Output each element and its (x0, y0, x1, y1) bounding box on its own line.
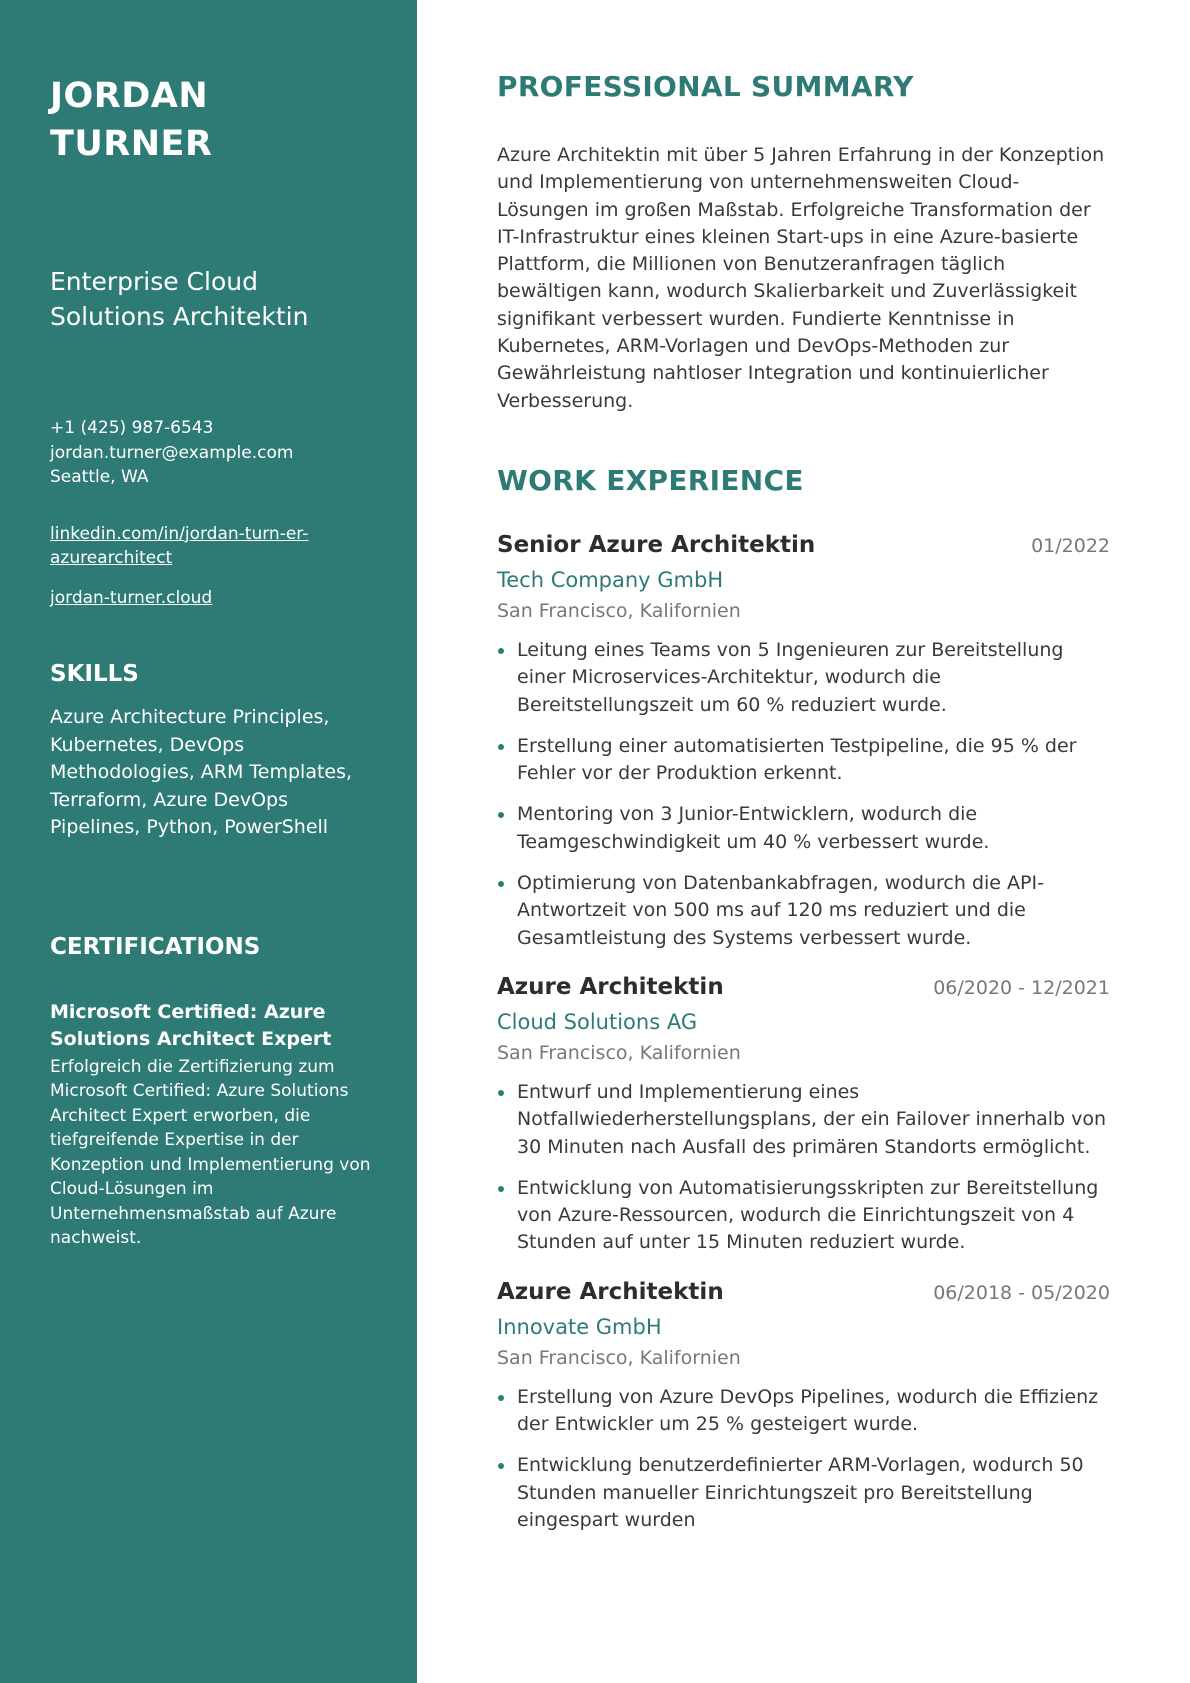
skills-list: Azure Architecture Principles, Kubernetes, DevOps Methodologies, ARM Templates, Terraform, Azure DevOps Pipelines, Python, PowerShell (50, 706, 353, 838)
job-location: San Francisco, Kalifornien (497, 1041, 741, 1064)
job-date: 01/2022 (1031, 534, 1110, 557)
job-header (497, 530, 1110, 561)
candidate-name: JORDAN TURNER (50, 76, 213, 164)
linkedin-link[interactable]: linkedin.com/in/jordan-turn-er-azurearchitect (50, 523, 309, 568)
email-address: jordan.turner@example.com (50, 442, 294, 463)
location: Seattle, WA (50, 467, 149, 487)
certification-description: Erfolgreich die Zertifizierung zum Microsoft Certified: Azure Solutions Architect Expert erworben, die tiefgreifende Expertise in der Konzeption und Implementierung von Cloud-Lösungen im Unternehmensmaßstab auf Azure nachweist. (50, 1056, 371, 1248)
job-date: 06/2020 - 12/2021 (933, 976, 1110, 999)
job-bullets (497, 1384, 1110, 1534)
bullet-item: Entwicklung benutzerdefinierter ARM-Vorlagen, wodurch 50 Stunden manueller Einrichtungszeit pro Bereitstellung eingespart wurden (497, 1452, 1110, 1534)
certification-title: Microsoft Certified: Azure Solutions Architect Expert (50, 1000, 332, 1050)
bullet-item: Optimierung von Datenbankabfragen, wodurch die API-Antwortzeit von 500 ms auf 120 ms reduziert und die Gesamtleistung des Systems verbessert wurde. (497, 870, 1110, 952)
summary-heading: PROFESSIONAL SUMMARY (497, 70, 914, 103)
company-name: Cloud Solutions AG (497, 1009, 698, 1034)
phone-number: +1 (425) 987-6543 (50, 418, 214, 438)
job-entry (497, 1277, 1110, 1534)
work-experience-heading: WORK EXPERIENCE (497, 463, 804, 497)
job-location: San Francisco, Kalifornien (497, 1346, 741, 1369)
contact-block (50, 416, 373, 490)
job-title: Senior Azure Architektin (497, 531, 816, 558)
job-header (497, 1277, 1110, 1308)
job-entry (497, 972, 1110, 1257)
main-content (417, 0, 1190, 1683)
headline: Enterprise Cloud Solutions Architektin (50, 267, 309, 331)
certifications-heading: CERTIFICATIONS (50, 933, 261, 960)
bullet-item: Entwicklung von Automatisierungsskripten zur Bereitstellung von Azure-Ressourcen, wodurch die Einrichtungszeit von 4 Stunden auf unter 15 Minuten reduziert wurde. (497, 1175, 1110, 1257)
skills-heading: SKILLS (50, 661, 139, 687)
summary-text: Azure Architektin mit über 5 Jahren Erfahrung in der Konzeption und Implementierung von unternehmensweiten Cloud-Lösungen im großen Maßstab. Erfolgreiche Transformation der IT-Infrastruktur eines kleinen Start-ups in eine Azure-basierte Plattform, die Millionen von Benutzeranfragen täglich bewältigen kann, wodurch Skalierbarkeit und Zuverlässigkeit signifikant verbessert wurden. Fundierte Kenntnisse in Kubernetes, ARM-Vorlagen und DevOps-Methoden zur Gewährleistung nahtloser Integration und kontinuierlicher Verbesserung. (497, 144, 1105, 412)
links-block (50, 522, 373, 611)
sidebar (0, 0, 417, 1683)
company-name: Tech Company GmbH (497, 567, 724, 592)
bullet-item: Entwurf und Implementierung eines Notfallwiederherstellungsplans, der ein Failover innerhalb von 30 Minuten nach Ausfall des primären Standorts ermöglicht. (497, 1079, 1110, 1161)
job-date: 06/2018 - 05/2020 (933, 1281, 1110, 1304)
job-bullets (497, 1079, 1110, 1257)
job-header (497, 972, 1110, 1003)
job-entry (497, 530, 1110, 952)
job-location: San Francisco, Kalifornien (497, 599, 741, 622)
certification-item (50, 999, 373, 1251)
job-bullets (497, 637, 1110, 952)
website-link[interactable]: jordan-turner.cloud (50, 587, 213, 608)
bullet-item: Mentoring von 3 Junior-Entwicklern, wodurch die Teamgeschwindigkeit um 40 % verbessert wurde. (497, 801, 1110, 856)
job-title: Azure Architektin (497, 1278, 724, 1305)
job-title: Azure Architektin (497, 973, 724, 1000)
company-name: Innovate GmbH (497, 1314, 662, 1339)
bullet-item: Erstellung von Azure DevOps Pipelines, wodurch die Effizienz der Entwickler um 25 % gesteigert wurde. (497, 1384, 1110, 1439)
bullet-item: Erstellung einer automatisierten Testpipeline, die 95 % der Fehler vor der Produktion erkennt. (497, 733, 1110, 788)
bullet-item: Leitung eines Teams von 5 Ingenieuren zur Bereitstellung einer Microservices-Architektur, wodurch die Bereitstellungszeit um 60 % reduziert wurde. (497, 637, 1110, 719)
